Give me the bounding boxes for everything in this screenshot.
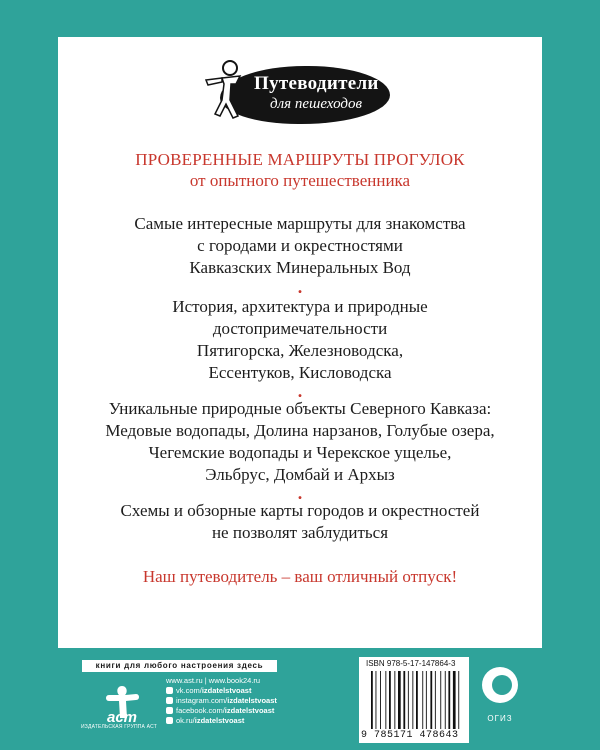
barcode-bar <box>398 671 401 729</box>
block2-line4: Ессентуков, Кисловодска <box>208 363 392 382</box>
link-handle: izdatelstvoast <box>194 716 245 725</box>
barcode-bar <box>412 671 413 729</box>
frame-left <box>0 0 58 750</box>
walking-figure-icon <box>200 54 260 124</box>
social-link-instagram[interactable] <box>166 696 277 706</box>
link-prefix: facebook.com/ <box>176 706 225 715</box>
block1-line1: Самые интересные маршруты для знакомства <box>134 214 466 233</box>
isbn-label: ISBN 978-5-17-147864-3 <box>366 659 456 668</box>
bullet-separator: . <box>297 483 303 503</box>
instagram-icon <box>166 697 173 704</box>
headline-line2: от опытного путешественника <box>189 171 411 190</box>
headline-line1: ПРОВЕРЕННЫЕ МАРШРУТЫ ПРОГУЛОК <box>135 150 465 169</box>
barcode-bar <box>403 671 405 729</box>
series-title: Путеводители <box>254 73 379 94</box>
block2-line2: достопримечательности <box>212 319 388 338</box>
social-link-ok[interactable] <box>166 716 277 726</box>
barcode-number: 9 785171 478643 <box>361 730 459 741</box>
barcode-bar <box>453 671 456 729</box>
facebook-icon <box>166 707 173 714</box>
block4-line1: Схемы и обзорные карты городов и окрестностей <box>120 501 480 520</box>
block2-line1: История, архитектура и природные <box>172 297 428 316</box>
barcode-bar <box>445 671 446 729</box>
bullet-separator: . <box>297 277 303 297</box>
ogiz-logo-icon <box>480 665 520 705</box>
barcode-bar <box>385 671 386 729</box>
barcode-bar <box>394 671 395 729</box>
link-prefix: instagram.com/ <box>176 696 228 705</box>
social-link-facebook[interactable] <box>166 706 277 716</box>
link-prefix: vk.com/ <box>176 686 202 695</box>
series-subtitle: для пешеходов <box>270 96 362 112</box>
imprint-name: ОГИЗ <box>487 714 513 723</box>
series-logo <box>200 54 400 124</box>
barcode-bar <box>422 671 423 729</box>
block3-line2: Медовые водопады, Долина нарзанов, Голубые озера, <box>105 421 495 440</box>
block3-line1: Уникальные природные объекты Северного Кавказа: <box>108 399 492 418</box>
link-handle: izdatelstvoast <box>201 686 252 695</box>
tagline: книги для любого настроения здесь <box>95 661 264 670</box>
bullet-separator: . <box>297 381 303 401</box>
barcode-bar <box>376 671 377 729</box>
barcode-bar <box>380 671 381 729</box>
sites-link[interactable]: www.ast.ru | www.book24.ru <box>166 676 261 685</box>
block1-line3: Кавказских Минеральных Вод <box>189 258 411 277</box>
block1-line2: с городами и окрестностями <box>197 236 403 255</box>
barcode-bar <box>416 671 418 729</box>
slogan: Наш путеводитель – ваш отличный отпуск! <box>142 567 458 586</box>
block2-line3: Пятигорска, Железноводска, <box>196 341 404 360</box>
barcode-bar <box>389 671 391 729</box>
social-link-vk[interactable] <box>166 686 277 696</box>
ok-icon <box>166 717 173 724</box>
barcode-bar <box>408 671 409 729</box>
barcode-bar <box>458 671 459 729</box>
barcode-bar <box>448 671 450 729</box>
frame-top <box>0 0 600 37</box>
block4-line2: не позволят заблудиться <box>211 523 389 542</box>
block3-line4: Эльбрус, Домбай и Архыз <box>205 465 395 484</box>
frame-right <box>542 0 600 750</box>
link-handle: izdatelstvoast <box>227 696 277 705</box>
vk-icon <box>166 687 173 694</box>
publisher-links <box>166 676 277 726</box>
block3-line3: Чегемские водопады и Черекское ущелье, <box>148 443 452 462</box>
barcode-bar <box>435 671 436 729</box>
svg-text:аст: аст <box>106 709 138 726</box>
link-prefix: ok.ru/ <box>176 716 195 725</box>
publisher-group-caption: ИЗДАТЕЛЬСКАЯ ГРУППА АСТ <box>81 724 157 730</box>
link-handle: izdatelstvoast <box>224 706 275 715</box>
barcode-image <box>371 671 463 729</box>
barcode-bar <box>426 671 427 729</box>
barcode-bar <box>371 671 373 729</box>
barcode-bar <box>430 671 432 729</box>
barcode-bar <box>440 671 441 729</box>
